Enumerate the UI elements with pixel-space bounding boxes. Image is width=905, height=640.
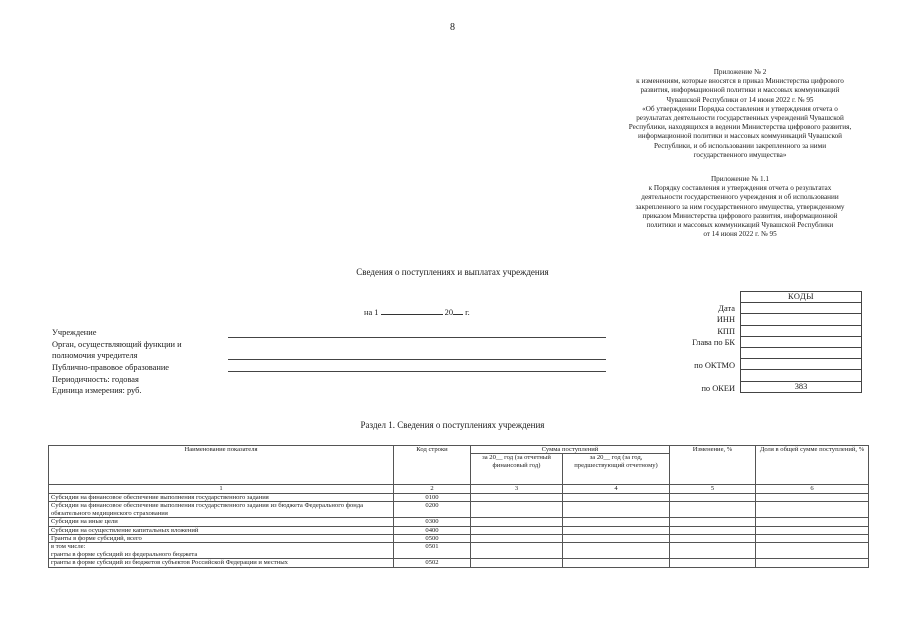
- row-cell[interactable]: [756, 543, 869, 559]
- col-number: 1: [49, 485, 394, 494]
- col-number: 3: [471, 485, 563, 494]
- report-date-prefix: на 1: [364, 308, 379, 317]
- appendix-2-title: Приложение № 2: [713, 68, 767, 76]
- appendix-1-1-block: [590, 175, 890, 239]
- code-cell-glava-2[interactable]: [741, 347, 862, 358]
- report-date-suffix: г.: [465, 308, 470, 317]
- code-cell-kpp[interactable]: [741, 325, 862, 336]
- section-1-title: Раздел 1. Сведения о поступлениях учреждения: [360, 420, 545, 430]
- header-share: Доля в общей сумме поступлений, %: [756, 446, 869, 485]
- table-row: [49, 543, 869, 559]
- row-name-line: гранты в форме субсидий из федерального бюджета: [51, 550, 198, 558]
- row-cell[interactable]: [670, 494, 756, 502]
- appendix-2-line: результатах деятельности государственных учреждений Чувашской: [636, 114, 844, 123]
- row-cell[interactable]: [756, 494, 869, 502]
- code-cell-glava[interactable]: [741, 336, 862, 347]
- public-entity-fill-line[interactable]: [228, 371, 606, 372]
- code-label-oktmo: по ОКТМО: [694, 361, 735, 370]
- header-sum-previous: за 20__ год (за год, предшествующий отчетному): [563, 454, 670, 485]
- institution-fill-line[interactable]: [228, 337, 606, 338]
- appendix-1-1-line: приказом Министерства цифрового развития, информационной: [642, 211, 838, 220]
- organ-label-line1: Орган, осуществляющий функции и: [52, 340, 182, 349]
- appendix-2-line: государственного имущества»: [693, 150, 787, 159]
- header-change: Изменение, %: [670, 446, 756, 485]
- appendix-2-line: к изменениям, которые вносятся в приказ Министерства цифрового: [636, 77, 844, 86]
- report-date-line: [364, 306, 470, 317]
- code-label-glava: Глава по БК: [692, 338, 735, 347]
- code-cell-oktmo[interactable]: [741, 359, 862, 370]
- codes-header: КОДЫ: [741, 292, 862, 303]
- institution-label: Учреждение: [52, 328, 97, 337]
- row-cell[interactable]: [563, 543, 670, 559]
- appendix-2-line: развития, информационной политики и массовых коммуникаций: [640, 86, 840, 95]
- row-code: 0502: [394, 559, 471, 567]
- row-cell[interactable]: [471, 526, 563, 534]
- row-cell[interactable]: [471, 559, 563, 567]
- appendix-2-line: «Об утверждении Порядка составления и утверждения отчета о: [642, 104, 838, 113]
- table-row: [49, 526, 869, 534]
- row-cell[interactable]: [563, 502, 670, 518]
- appendix-2-line: Чувашской Республики от 14 июня 2022 г. № 95: [666, 95, 814, 104]
- row-code: 0400: [394, 526, 471, 534]
- row-name-line: в том числе:: [51, 543, 86, 551]
- row-cell[interactable]: [670, 518, 756, 526]
- header-name: Наименование показателя: [49, 446, 394, 485]
- page-number: 8: [450, 22, 455, 33]
- code-label-kpp: КПП: [717, 327, 735, 336]
- appendix-1-1-line: деятельности государственного учреждения и об использовании: [641, 193, 839, 202]
- organ-fill-line[interactable]: [228, 359, 606, 360]
- code-label-date: Дата: [718, 304, 735, 313]
- row-name: Субсидии на финансовое обеспечение выполнения государственного задания: [49, 494, 394, 502]
- report-date-mid: 20: [444, 308, 454, 317]
- code-label-inn: ИНН: [716, 315, 735, 324]
- appendix-1-1-title: Приложение № 1.1: [710, 175, 769, 183]
- row-cell[interactable]: [670, 535, 756, 543]
- appendix-1-1-line: к Порядку составления и утверждения отчета о результатах: [648, 184, 832, 193]
- report-date-year-blank[interactable]: [453, 306, 463, 315]
- code-cell-okei: 383: [741, 381, 862, 392]
- appendix-1-1-line: политики и массовых коммуникаций Чувашской Республики: [646, 221, 834, 230]
- table-row: [49, 494, 869, 502]
- appendix-2-line: Республики, находящихся в ведении Министерства цифрового развития,: [628, 123, 852, 132]
- row-cell[interactable]: [756, 526, 869, 534]
- row-cell[interactable]: [563, 535, 670, 543]
- col-number: 5: [670, 485, 756, 494]
- unit-label: Единица измерения: руб.: [52, 386, 142, 395]
- header-code: Код строки: [394, 446, 471, 485]
- row-code: 0501: [394, 543, 471, 559]
- row-cell[interactable]: [563, 518, 670, 526]
- row-cell[interactable]: [471, 502, 563, 518]
- row-cell[interactable]: [670, 543, 756, 559]
- appendix-1-1-line: от 14 июня 2022 г. № 95: [703, 230, 777, 239]
- table-row: [49, 502, 869, 518]
- code-cell-date[interactable]: [741, 303, 862, 314]
- row-code: 0100: [394, 494, 471, 502]
- table-row: [49, 518, 869, 526]
- row-name: гранты в форме субсидий из бюджетов субъектов Российской Федерации и местных: [49, 559, 394, 567]
- codes-table: [740, 291, 862, 393]
- row-code: 0500: [394, 535, 471, 543]
- document-title: Сведения о поступлениях и выплатах учреждения: [356, 267, 549, 277]
- table-row: [49, 535, 869, 543]
- periodicity-label: Периодичность: годовая: [52, 375, 139, 384]
- row-cell[interactable]: [670, 502, 756, 518]
- row-cell[interactable]: [563, 526, 670, 534]
- col-number: 6: [756, 485, 869, 494]
- row-name: Субсидии на финансовое обеспечение выполнения государственного задания из бюджета Федерального фонда обязательного медицинского страхования: [49, 502, 394, 518]
- appendix-2-line: Республики, и об использовании закрепленного за ними: [653, 141, 827, 150]
- header-sum-current: за 20__ год (за отчетный финансовый год): [471, 454, 563, 485]
- row-cell[interactable]: [471, 494, 563, 502]
- header-sum: Сумма поступлений: [471, 446, 670, 454]
- row-cell[interactable]: [670, 526, 756, 534]
- row-cell[interactable]: [670, 559, 756, 567]
- row-cell[interactable]: [756, 502, 869, 518]
- row-code: 0300: [394, 518, 471, 526]
- public-entity-label: Публично-правовое образование: [52, 363, 170, 372]
- code-cell-inn[interactable]: [741, 314, 862, 325]
- row-cell[interactable]: [471, 535, 563, 543]
- row-cell[interactable]: [471, 543, 563, 559]
- appendix-2-line: информационной политики и массовых коммуникаций Чувашской: [637, 132, 843, 141]
- appendix-2-block: [590, 68, 890, 160]
- row-name: Субсидии на иные цели: [49, 518, 394, 526]
- row-cell[interactable]: [471, 518, 563, 526]
- report-date-day-blank[interactable]: [381, 306, 443, 315]
- table-row: [49, 559, 869, 567]
- row-cell[interactable]: [563, 494, 670, 502]
- receipts-table: [48, 445, 869, 568]
- row-name: [49, 543, 394, 559]
- code-cell-oktmo-2[interactable]: [741, 370, 862, 381]
- appendix-1-1-line: закрепленного за ним государственного имущества, утвержденному: [635, 202, 845, 211]
- row-code: 0200: [394, 502, 471, 518]
- organ-label-line2: полномочия учредителя: [52, 351, 138, 360]
- row-name: Субсидии на осуществление капитальных вложений: [49, 526, 394, 534]
- col-number: 4: [563, 485, 670, 494]
- row-cell[interactable]: [756, 518, 869, 526]
- row-cell[interactable]: [756, 535, 869, 543]
- row-name: Гранты в форме субсидий, всего: [49, 535, 394, 543]
- col-number: 2: [394, 485, 471, 494]
- row-cell[interactable]: [756, 559, 869, 567]
- row-cell[interactable]: [563, 559, 670, 567]
- code-label-okei: по ОКЕИ: [701, 384, 735, 393]
